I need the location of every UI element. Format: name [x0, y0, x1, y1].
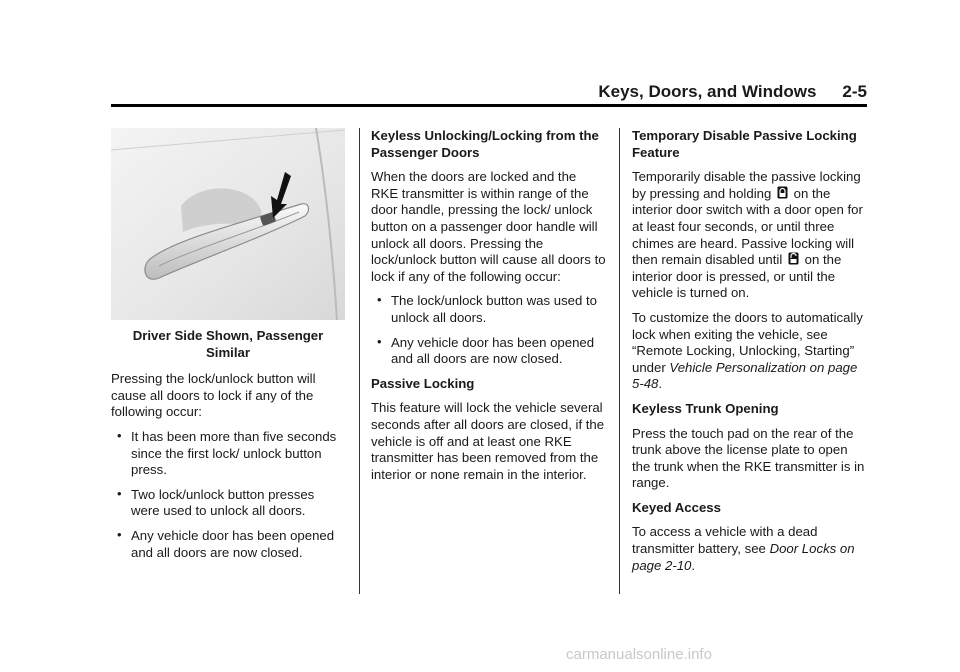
door-handle-photo	[111, 128, 345, 320]
watermark: carmanualsonline.info	[566, 646, 712, 663]
section-heading: Keyless Unlocking/Locking from the Passenger Doors	[371, 128, 599, 160]
paragraph: Temporarily disable the passive locking by pressing and holding on the interior door switch with a door open for at least four seconds, or until three chimes are heard. Passive locking will then remain disabled until on the interior door is pressed, or until the vehicle is turned on.	[632, 169, 863, 301]
paragraph: Press the touch pad on the rear of the trunk above the license plate to open the trunk when the RKE transmitter is in range.	[632, 425, 865, 491]
bullet-list	[111, 429, 345, 561]
cross-reference: Door Locks on page 2-10	[632, 541, 855, 573]
column-3	[632, 128, 868, 582]
paragraph: This feature will lock the vehicle several seconds after all doors are closed, if the vehicle is off and at least one RKE transmitter has been removed from the interior or none remain in the interior.	[371, 400, 605, 482]
paragraph: To customize the doors to automatically lock when exiting the vehicle, see “Remote Locking, Unlocking, Starting” under Vehicle Personalization on page 5-48.	[632, 309, 863, 392]
section-heading: Keyed Access	[632, 499, 721, 515]
paragraph: When the doors are locked and the RKE transmitter is within range of the door handle, pressing the lock/ unlock button on a passenger door handle will unlock all doors. Pressing the lock/unlock button will cause all doors to lock if any of the following occur:	[371, 169, 606, 284]
section-heading: Temporary Disable Passive Locking Feature	[632, 128, 857, 160]
page-header	[111, 82, 867, 104]
list-item: • Any vehicle door has been opened and all doors are now closed.	[371, 335, 607, 368]
page-number: 2-5	[842, 82, 867, 101]
paragraph: Pressing the lock/unlock button will cause all doors to lock if any of the following occur:	[111, 371, 316, 420]
cross-reference: Vehicle Personalization on page 5-48	[632, 359, 858, 392]
column-divider	[619, 128, 620, 594]
section-heading: Passive Locking	[371, 375, 475, 391]
figure-caption: Driver Side Shown, Passenger Similar	[132, 328, 324, 360]
list-item: • It has been more than five seconds since the first lock/ unlock button press.	[111, 429, 345, 479]
header-rule	[111, 104, 867, 107]
column-1	[111, 128, 345, 569]
paragraph: To access a vehicle with a dead transmitter battery, see Door Locks on page 2-10.	[632, 524, 855, 573]
list-item: • The lock/unlock button was used to unlock all doors.	[371, 293, 607, 326]
list-item: • Two lock/unlock button presses were used to unlock all doors.	[111, 487, 345, 520]
bullet-list	[371, 293, 607, 367]
lock-icon	[777, 186, 788, 199]
list-item: • Any vehicle door has been opened and all doors are now closed.	[111, 528, 345, 561]
section-title: Keys, Doors, and Windows	[598, 82, 817, 101]
section-heading: Keyless Trunk Opening	[632, 400, 779, 416]
column-2	[371, 128, 607, 491]
column-divider	[359, 128, 360, 594]
unlock-icon	[788, 252, 799, 265]
